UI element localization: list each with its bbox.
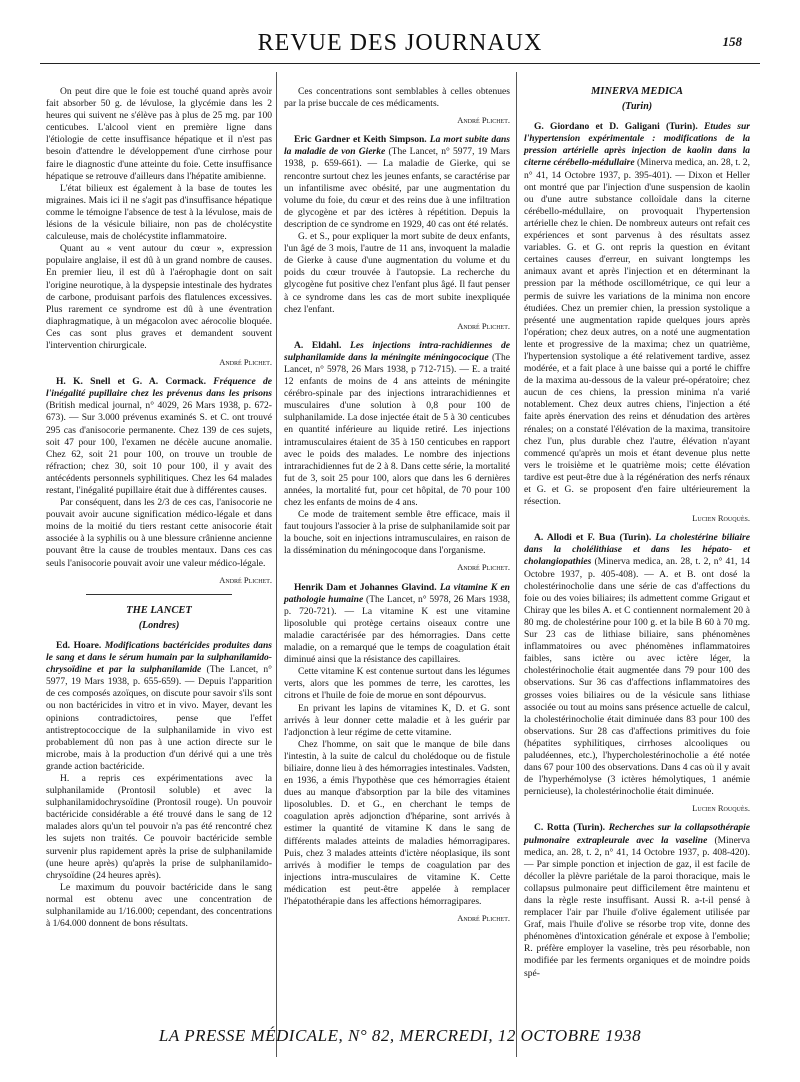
journal-section-title: REVUE DES JOURNAUX <box>257 30 543 56</box>
header-rule <box>40 63 760 64</box>
paragraph: En privant les lapins de vitamines K, D. et G. sont arrivés à leur donner cette maladie et à les guérir par l'adjonction à leur régime de cette vitamine. <box>284 702 510 738</box>
article-title: Modifications bactéricides produites dans le sang et dans le sérum humain par la sulphanilamido-chrysoïdine et par la sulphanilamide <box>46 639 272 676</box>
paragraph: Cette vitamine K est contenue surtout dans les légumes verts, alors que les pommes de terre, les carottes, les citrons et l'huile de foie de morue en sont dépourvus. <box>284 666 510 702</box>
journal-city: (Londres) <box>138 619 180 631</box>
journal-name: MINERVA MEDICA <box>590 86 684 97</box>
article-body: (The Lancet, n° 5977, 19 Mars 1938, p. 659-661). — La maladie de Gierke, qui se rencontre surtout chez les jeunes enfants, se caractérise par un infantilisme avec obésité, par une augmentation du volume du foie, du cœur et des reins due à une infiltration de glycogène et par des ictères à répétition. Depuis la description de ce syndrome en 1929, 40 cas ont été relatés. <box>284 146 510 230</box>
article-title: Fréquence de l'inégalité pupillaire chez les prévenus dans les prisons <box>46 376 272 400</box>
article <box>284 134 510 231</box>
paragraph: Ces concentrations sont semblables à celles obtenues par la prise buccale de ces médicaments. <box>284 86 510 110</box>
article-body: (British medical journal, n° 4029, 26 Mars 1938, p. 672-673). — Sur 3.000 prévenus examinés S. et C. ont trouvé 295 cas d'anisocorie permanente. Chez 139 de ces sujets, soit 47 pour 100, l'examen ne décèle aucune anomalie. Chez 62, soit 21 pour 100, on trouve un trouble de réfraction; chez 30, soit 10 pour 100, il y avait des antécédents personnels syphilitiques. Chez les 64 malades restant, l'inégalité pupillaire était due à différentes causes. <box>46 400 272 496</box>
paragraph: H. a repris ces expérimentations avec la sulphanilamide (Prontosil soluble) et avec la sulphanilamidochrysoïdine (Prontosil rouge). Un pouvoir bactéricide considérable a été trouvé dans le sang de 12 malades alors qu'un tel pouvoir n'a pas été rencontré chez les sujets non traités. Ce pouvoir bactéricide semble survenir plus rapidement après la prise de sulphanilamide (une heure après) qu'après la prise de sulphanilamido-chrysoïdine (24 heures après). <box>46 772 272 881</box>
section-rule <box>86 594 232 595</box>
article-authors: H. K. Snell et G. A. Cormack. <box>56 376 206 388</box>
article-authors: Eric Gardner et Keith Simpson. <box>294 134 427 146</box>
article-authors: Henrik Dam et Johannes Glavind. <box>294 581 437 593</box>
article-title: La vitamine K en pathologie humaine <box>284 581 510 605</box>
article-authors: Ed. Hoare. <box>56 639 102 651</box>
article-body: (The Lancet, n° 5978, 26 Mars 1938, p. 720-721). — La vitamine K est une vitamine liposoluble qui protège certains oiseaux contre une maladie caractérisée par des hémorragies. Dans cette maladie, on a remarqué que le temps de coagulation était diminué ainsi que la résistance des capillaires. <box>284 593 510 666</box>
article-authors: A. Eldahl. <box>294 339 342 351</box>
paragraph: On peut dire que le foie est touché quand après avoir fait absorber 50 g. de lévulose, la glycémie dans les 2 heures qui suivent ne s'élève pas à plus de 25 mg. par 100 centicubes. L'alcool vient en première ligne dans l'étiologie de cette insuffisance hépatique et il n'est pas besoin d'attendre le développement d'une cirrhose pour faire le diagnostic d'une atteinte du foie. Cette insuffisance hépatique se retrouve d'ailleurs dans l'hépatite amibienne. <box>46 86 272 182</box>
article-body: (The Lancet, n° 5977, 19 Mars 1938, p. 655-659). — Depuis l'apparition de ces composés azoïques, on discute pour savoir s'ils sont ou non bactéricides in vitro et in vivo. Mayer, devant les opinions contradictoires, pense que l'effet antistreptococcique de la sulphanilamide in vivo est probablement dû non pas à une action directe sur le microbe, mais à la production d'un dérivé qui a une très grande action bactéricide. <box>46 664 273 772</box>
column-divider <box>516 72 517 1057</box>
signature: André Plichet. <box>457 115 510 126</box>
article <box>284 582 510 667</box>
article-authors: A. Allodi et F. Bua (Turin). <box>534 532 652 544</box>
paragraph: G. et S., pour expliquer la mort subite de deux enfants, l'un âgé de 3 mois, l'autre de 11 ans, invoquent la maladie de Gierke à cause d'une augmentation du volume et du poids du cœur trouvée à l'autopsie. La recherche du glycogène fut positive chez l'enfant plus âgé. Il faut penser à ce syndrome dans les cas de mort subite inexpliquée chez l'enfant. <box>284 231 510 315</box>
page-header <box>0 0 800 64</box>
article-body: (Minerva medica, an. 28, t. 2, n° 41, 14 Octobre 1937, p. 408-420). — Par simple ponction et injection de gaz, il est facile de décoller la plèvre pariétale de la paroi thoracique, mais le collapsus pulmonaire peut difficilement être maintenu et dans la règle reste insuffisant. Aussi R. a-t-il pensé à remplacer l'air par l'huile d'olive également utilisée par Graf, mais l'huile d'olive se résorbe trop vite, donne des phénomènes d'intoxication générale et expose à l'embolie; R. préfère employer la vaseline, très peu résorbable, non modifiée par les ferments organiques et de moindre poids spé- <box>524 834 750 979</box>
signature: Lucien Rouquès. <box>692 803 750 814</box>
article <box>524 822 750 979</box>
article-title: Les injections intra-rachidiennes de sulphanilamide dans la méningite méningococique <box>284 339 511 363</box>
column-divider <box>276 72 277 1057</box>
article-title: La cholestérine biliaire dans la cholélithiase et dans les hépato- et cholangiopathies <box>524 532 751 568</box>
article-title: Recherches sur la collapsothérapie pulmonaire extrapleurale avec la vaseline <box>524 822 750 846</box>
page-footer: LA PRESSE MÉDICALE, N° 82, MERCREDI, 12 OCTOBRE 1938 <box>158 1026 642 1045</box>
paragraph: Chez l'homme, on sait que le manque de bile dans l'intestin, à la suite de calcul du cholédoque ou de fistule biliaire, donne lieu à des hémorragies intestinales. Vadsten, en 1936, a émis l'hypothèse que ces hémorragies étaient dues au manque d'absorption par la bile des vitamines liposolubles. D. et G., en cherchant le temps de coagulation après adjonction d'héparine, sont arrivés à estimer la quantité de vitamine K dans le sang de différents malades atteints de maladies hémorragipares. Puis, chez 3 malades atteints d'ictère néoplasique, ils sont arrivés à modifier le temps de coagulation par des injections intra-musculaires de vitamine K. Cette médication est peut-être appelée à remplacer l'hépatothérapie dans les affections hémorragipares. <box>284 738 510 907</box>
article <box>524 532 750 798</box>
signature: André Plichet. <box>219 357 272 368</box>
signature: André Plichet. <box>457 913 510 924</box>
article <box>46 640 272 773</box>
column-1 <box>46 86 272 930</box>
column-3 <box>524 86 750 980</box>
paragraph: Le maximum du pouvoir bactéricide dans le sang normal est obtenu avec une concentration de sulphanilamide au 1/16.000; cependant, des concentrations à 1/64.000 donnent de bons résultats. <box>46 881 272 930</box>
paragraph: L'état bilieux est également à la base de toutes les migraines. Mais ici il ne s'agit pas d'insuffisance hépatique comme le témoigne l'absence de test à la lévulose, mais de lésions de la vésicule biliaire, non pas de cholécystite calculeuse, mais de cholécystite inflammatoire. <box>46 182 272 243</box>
paragraph: Par conséquent, dans les 2/3 de ces cas, l'anisocorie ne pouvait avoir aucune signification médico-légale et dans moins de la moitié du tiers restant cette anisocorie était associée à la syphilis ou à une blessure crânienne ancienne pouvant être la cause de troubles mentaux. Dans ces cas seuls l'anisocorie pouvait avoir une valeur médico-légale. <box>46 497 272 569</box>
article <box>46 376 272 497</box>
article <box>284 340 510 509</box>
page-number: 158 <box>722 34 742 49</box>
signature: Lucien Rouquès. <box>692 513 750 524</box>
paragraph: Quant au « vent autour du cœur », expression populaire anglaise, il est dû à un grand nombre de causes. En premier lieu, il est dû à l'aérophagie dont on sait l'origine neurotique, à la dyspepsie intestinale des hydrates de carbone, produisant parfois des flatulences excessives. Plus rarement ce syndrome est dû à une éventration diaphragmatique, à un mégacolon avec aérocolie bloquée. Ces cas sont plus graves et demandent souvent l'intervention chirurgicale. <box>46 243 272 351</box>
journal-section-heading <box>46 605 272 632</box>
paragraph: Ce mode de traitement semble être efficace, mais il faut toujours l'associer à la prise de sulphanilamide soit par la bouche, soit en injections intramusculaires, en raison de la dissémination du méningocoque dans l'organisme. <box>284 509 510 557</box>
article-authors: C. Rotta (Turin). <box>534 822 606 834</box>
journal-name: THE LANCET <box>126 604 192 616</box>
column-2 <box>284 86 510 932</box>
signature: André Plichet. <box>457 320 510 331</box>
signature: André Plichet. <box>219 574 272 585</box>
article-title: Etudes sur l'hypertension expérimentale : modifications de la pression artérielle après injection de kaolin dans la citerne cérébello-médullaire <box>524 121 751 169</box>
journal-section-heading <box>524 86 750 113</box>
article-body: (Minerva medica, an. 28, t. 2, n° 41, 14 Octobre 1937, p. 405-408). — A. et B. ont dosé la cholestérinocholie dans une série de cas d'affections du foie ou des voies biliaires; ils admettent comme Grigaut et Chiray que les biles A. et C contiennent normalement 20 à 80 mg. de cholestérine pour 100 g. et la bile B 60 à 70 mg. Sur 23 cas de lithiase biliaire, sans phénomènes inflammatoires ou avec phénomènes inflammatoires faibles, sans ictère ou avec ictère léger, la cholestérinocholie était augmentée dans 79 pour 100 des observations. Sur 36 cas d'affections inflammatoires des grosses voies biliaires ou de la vésicule sans lithiase associée ou tout au moins sans présence actuelle de calcul, la cholestérinocholie était diminuée dans 83 pour 100 des observations. Sur 28 cas d'affections primitives du foie (hépatites syphilitiques, cirrhoses alcooliques ou paludéennes, etc.), l'hypercholestérinocholie a été notée dans 67 pour 100 des observations. Dans 4 cas où il y avait de l'hyperhémolyse (3 ictères hémolytiques, 1 anémie pernicieuse), la cholestérinocholie était diminuée. <box>524 556 750 798</box>
article <box>524 121 750 508</box>
article-body: (The Lancet, n° 5978, 26 Mars 1938, p 712-715). — E. a traité 12 enfants de moins de 4 ans atteints de méningite cérébro-spinale par des injections intrarachidiennes et musculaires d'une solution à 0,8 pour 100 de sulphanilamide. La dose injectée était de 5 à 30 centicubes en quantité inférieure au liquide retiré. Les injections intramusculaires étaient de 35 à 150 centicubes en rapport avec le poids des malades. Le nombre des injections intrarachidiennes fut de 2 à 8. Dans cette série, la mortalité fut de 3, soit 25 pour 100, alors que dans les 6 dernières années, la mortalité fut, pour cet hôpital, de 70 pour 100 chez les enfants de moins de 4 ans. <box>284 351 510 508</box>
article-title: La mort subite dans la maladie de von Gierke <box>284 134 511 158</box>
article-body: (Minerva medica, an. 28, t. 2, n° 41, 14 Octobre 1937, p. 395-401). — Dixon et Heller ont montré que par l'injection d'une suspension de kaolin ou d'une autre substance colloïdale dans la citerne cérébello-médullaire, on provoquait l'hypertension artérielle chez le chien. De nombreux auteurs ont refait ces expériences et sont parvenus à des résultats assez variables. G. et G. ont repris la question en évitant certaines causes d'erreur, en suivant longtemps les animaux avant et après l'injection et en déterminant la pression par la méthode oscillométrique, ce qui leur a permis de suivre les variations de la minima non encore étudiées. Chez un premier chien, la pression systolique a présenté une augmentation rapide quelques jours après l'opération; chez deux autres, on a noté une augmentation lente et progressive de la maxima; chez un quatrième, l'hypertension systolique a été relativement tardive, assez modérée, et a fait place à une baisse qui a porté le chiffre de la maxima au-dessous de la valeur pré-opératoire; chez aucun de ces chiens, la pression minima n'a varié notablement. Chez deux autres chiens, l'injection a été faite après énervation des reins et dénudation des artères rénales; on a constaté l'élévation de la maxima, transitoire chez l'un, plus durable chez l'autre, élévation n'ayant commencé qu'après un mois et étant devenue plus nette vers le troisième et le quatrième mois; cette élévation tardive est peut-être due à la régénération des nerfs rénaux et G. et G. se proposent d'en faire ultérieurement la résection. <box>524 157 750 508</box>
article-authors: G. Giordano et D. Galigani (Turin). <box>534 121 698 133</box>
journal-city: (Turin) <box>621 101 653 113</box>
signature: André Plichet. <box>457 562 510 573</box>
